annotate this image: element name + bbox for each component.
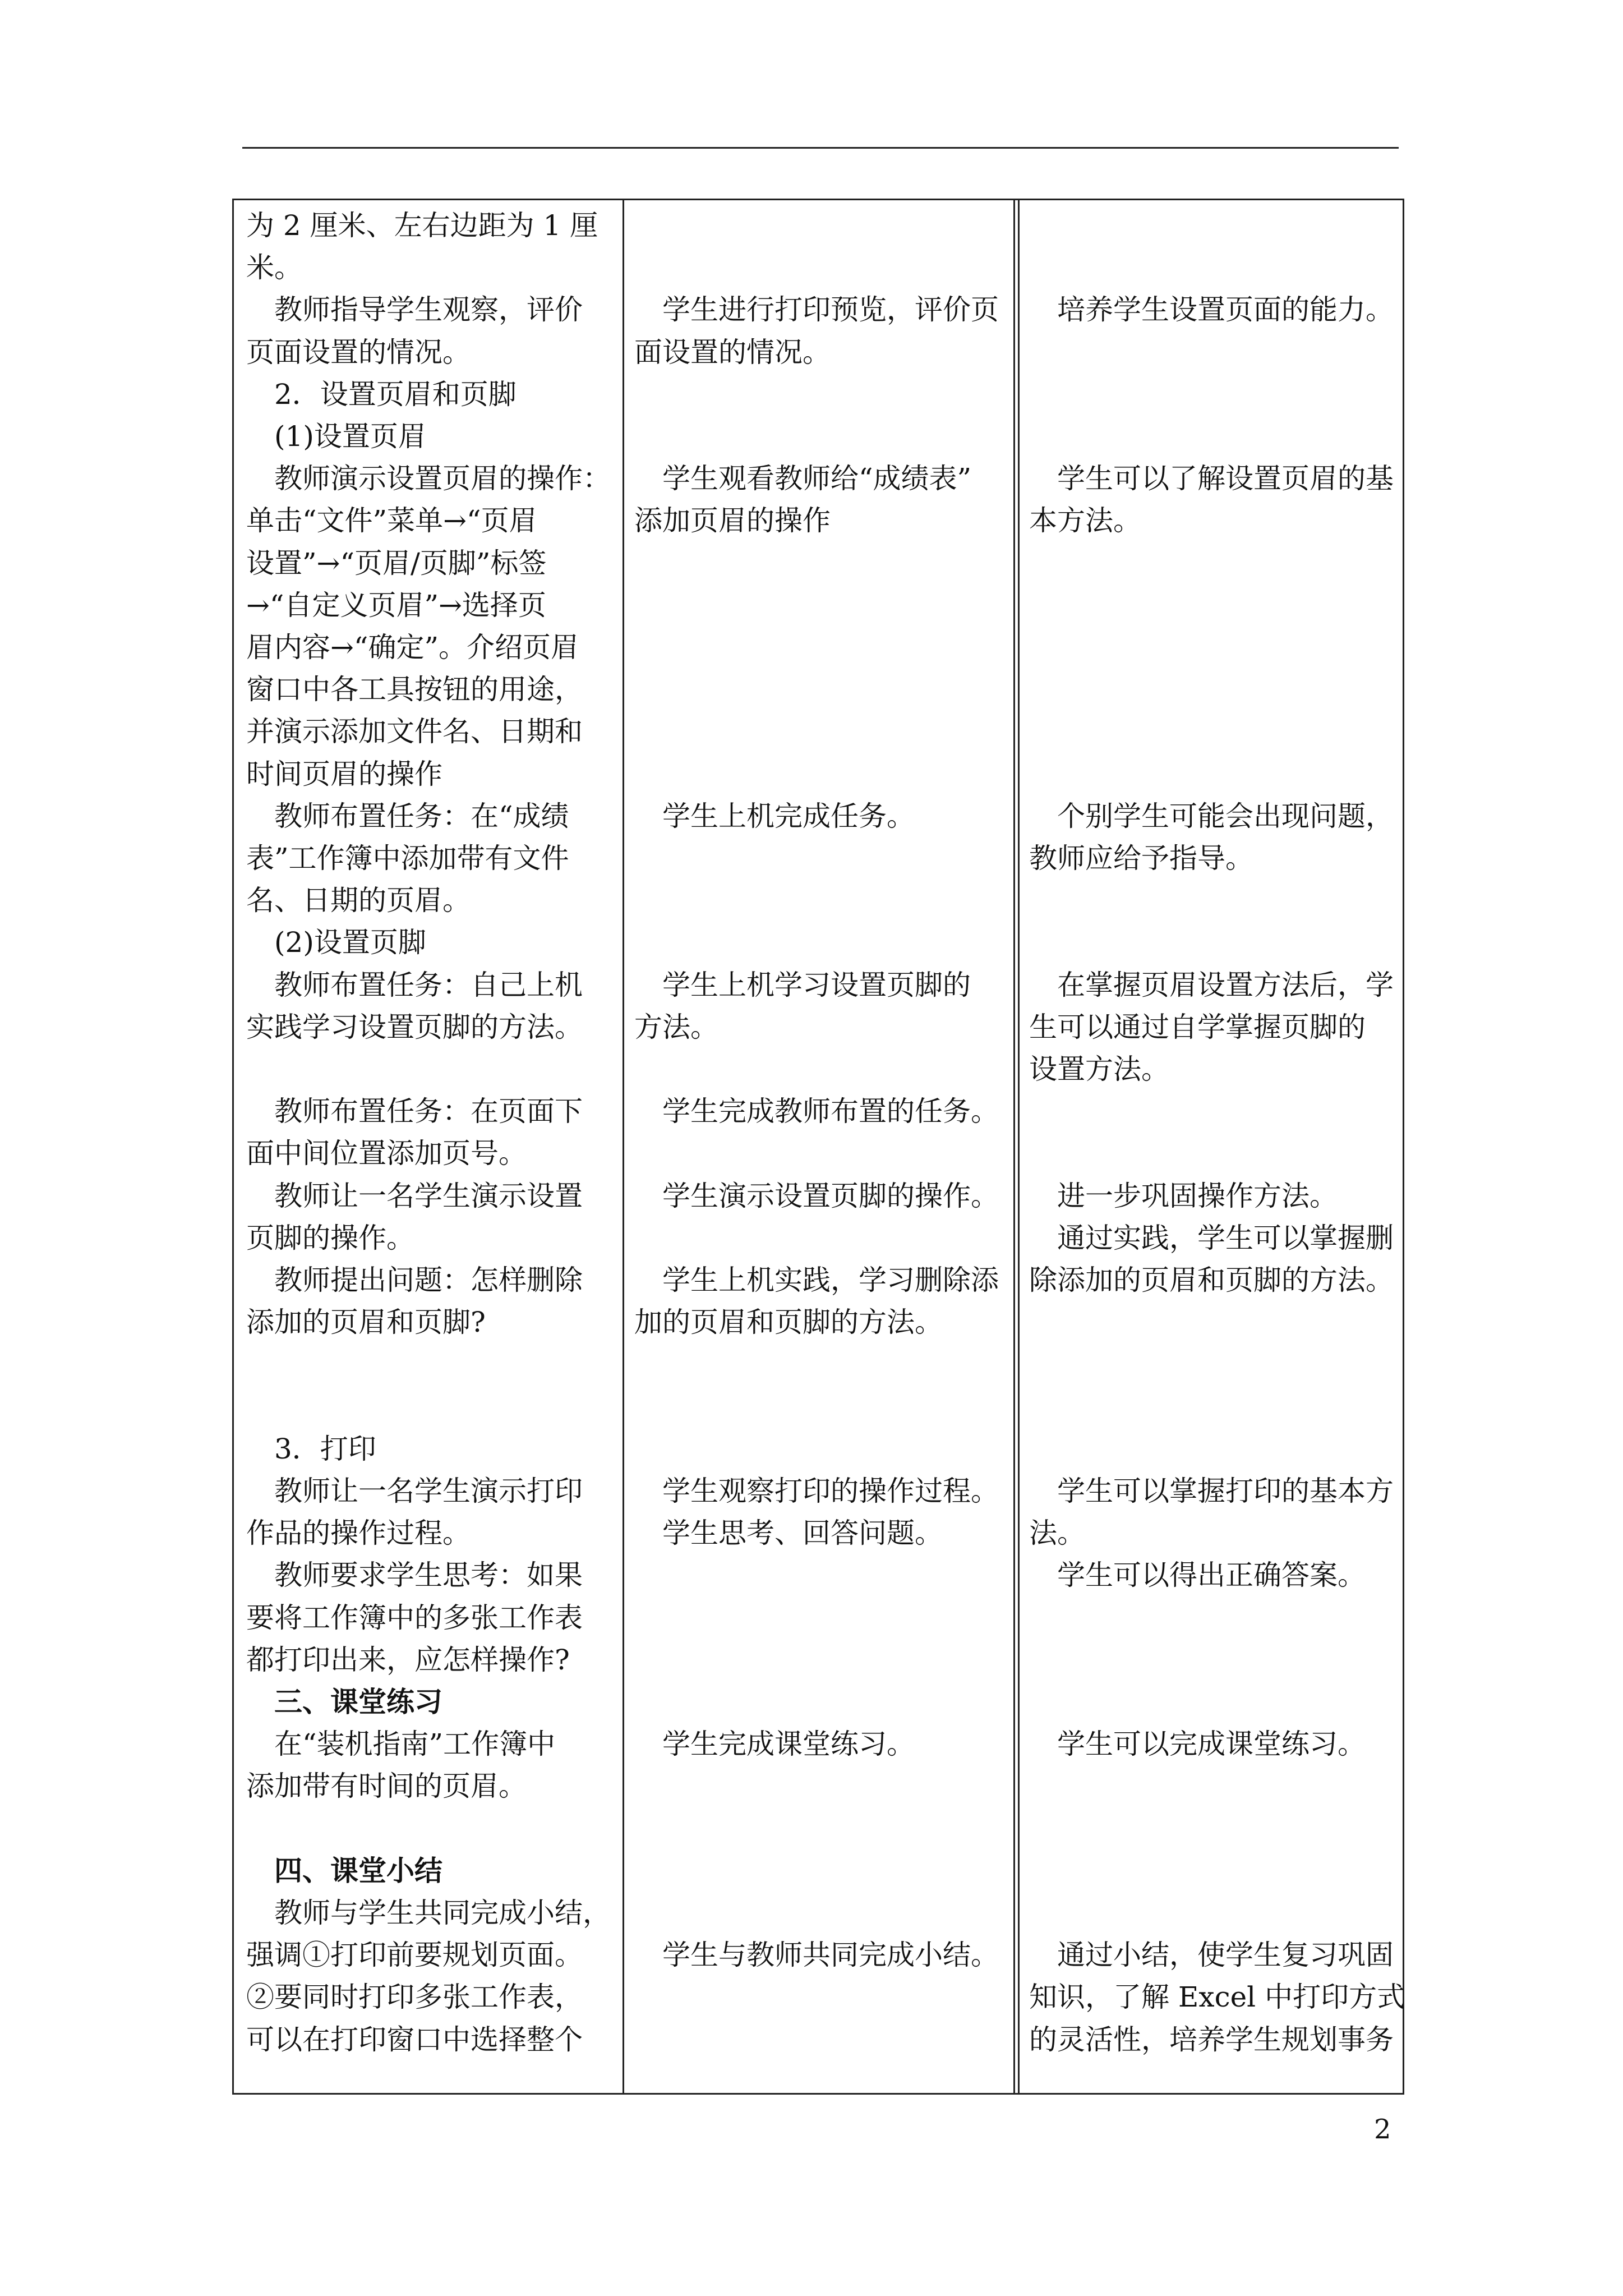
teacher-activity-line: 为 2 厘米、左右边距为 1 厘 [246,209,598,242]
teacher-activity-line: 教师布置任务：在页面下 [274,1095,583,1128]
column-divider-2-double [1018,200,1020,2093]
student-activity-line: 学生进行打印预览，评价页 [662,293,999,326]
student-activity-line: 学生上机实践，学习删除添 [662,1264,999,1296]
student-activity-line: 学生完成教师布置的任务。 [662,1095,999,1128]
teacher-activity-line: 都打印出来，应怎样操作? [246,1643,570,1676]
teacher-activity-line: 单击“文件”菜单→“页眉 [246,504,537,537]
student-activity-line: 学生上机学习设置页脚的 [662,968,971,1001]
section-heading: 三、课堂练习 [274,1685,442,1718]
design-intent-line: 通过小结，使学生复习巩固 [1057,1939,1394,1972]
design-intent-line: 培养学生设置页面的能力。 [1057,293,1394,326]
teacher-activity-line: 眉内容→“确定”。介绍页眉 [246,631,579,664]
design-intent-line: 生可以通过自学掌握页脚的 [1029,1010,1366,1043]
design-intent-line: 通过实践，学生可以掌握删 [1057,1221,1394,1254]
teacher-activity-line: 教师让一名学生演示设置 [274,1179,583,1212]
teacher-activity-line: 要将工作簿中的多张工作表 [246,1601,583,1634]
design-intent-line: 教师应给予指导。 [1029,842,1253,875]
teacher-activity-line: 米。 [246,251,302,284]
teacher-activity-line: (2)设置页脚 [274,926,426,959]
student-activity-line: 学生观看教师给“成绩表” [662,462,972,495]
teacher-activity-line: 页面设置的情况。 [246,335,471,369]
teacher-activity-line: 强调①打印前要规划页面。 [246,1939,583,1972]
teacher-activity-line: 教师让一名学生演示打印 [274,1475,583,1507]
lesson-table [232,199,1404,2095]
teacher-activity-line: 实践学习设置页脚的方法。 [246,1010,583,1043]
teacher-activity-line: 教师布置任务：自己上机 [274,968,583,1001]
teacher-activity-line: 2．设置页眉和页脚 [274,378,517,411]
design-intent-line: 的灵活性，培养学生规划事务 [1029,2023,1394,2056]
teacher-activity-line: 表”工作簿中添加带有文件 [246,842,569,875]
student-activity-line: 学生上机完成任务。 [662,799,915,832]
teacher-activity-line: 时间页眉的操作 [246,757,442,790]
design-intent-line: 学生可以得出正确答案。 [1057,1559,1366,1592]
section-heading: 四、课堂小结 [274,1853,442,1887]
teacher-activity-line: →“自定义页眉”→选择页 [246,588,546,622]
header-rule [242,147,1399,149]
teacher-activity-line: 可以在打印窗口中选择整个 [246,2023,583,2056]
teacher-activity-line: 作品的操作过程。 [246,1517,471,1550]
teacher-activity-line: (1)设置页眉 [274,420,426,453]
column-divider-2 [1013,200,1015,2093]
student-activity-line: 面设置的情况。 [634,335,831,369]
teacher-activity-line: 设置”→“页眉/页脚”标签 [246,546,547,579]
design-intent-line: 法。 [1029,1517,1085,1550]
design-intent-line: 个别学生可能会出现问题， [1057,799,1394,832]
teacher-activity-line: 名、日期的页眉。 [246,884,471,917]
teacher-activity-line: ②要同时打印多张工作表， [246,1981,583,2014]
column-divider-1 [623,200,624,2093]
student-activity-line: 加的页眉和页脚的方法。 [634,1306,943,1339]
student-activity-line: 学生与教师共同完成小结。 [662,1939,999,1972]
design-intent-line: 本方法。 [1029,504,1141,537]
teacher-activity-line: 窗口中各工具按钮的用途， [246,673,583,706]
design-intent-line: 学生可以完成课堂练习。 [1057,1728,1366,1761]
design-intent-line: 在掌握页眉设置方法后，学 [1057,968,1394,1001]
student-activity-line: 学生完成课堂练习。 [662,1728,915,1761]
student-activity-line: 添加页眉的操作 [634,504,831,537]
design-intent-line: 设置方法。 [1029,1053,1169,1085]
design-intent-line: 学生可以掌握打印的基本方 [1057,1475,1394,1507]
page-number: 2 [1374,2114,1391,2145]
teacher-activity-line: 教师指导学生观察，评价 [274,293,583,326]
teacher-activity-line: 教师要求学生思考：如果 [274,1559,583,1592]
teacher-activity-line: 并演示添加文件名、日期和 [246,715,583,748]
teacher-activity-line: 在“装机指南”工作簿中 [274,1728,556,1761]
teacher-activity-line: 教师演示设置页眉的操作： [274,462,611,495]
student-activity-line: 学生思考、回答问题。 [662,1517,943,1550]
teacher-activity-line: 添加带有时间的页眉。 [246,1770,527,1803]
student-activity-line: 方法。 [634,1010,718,1043]
teacher-activity-line: 教师布置任务：在“成绩 [274,799,569,832]
teacher-activity-line: 面中间位置添加页号。 [246,1137,527,1170]
design-intent-line: 学生可以了解设置页眉的基 [1057,462,1394,495]
teacher-activity-line: 页脚的操作。 [246,1221,414,1254]
teacher-activity-line: 教师与学生共同完成小结， [274,1897,611,1929]
design-intent-line: 除添加的页眉和页脚的方法。 [1029,1264,1394,1296]
student-activity-line: 学生演示设置页脚的操作。 [662,1179,999,1212]
teacher-activity-line: 教师提出问题：怎样删除 [274,1264,583,1296]
design-intent-line: 进一步巩固操作方法。 [1057,1179,1338,1212]
teacher-activity-line: 3．打印 [274,1432,376,1465]
teacher-activity-line: 添加的页眉和页脚? [246,1306,486,1339]
design-intent-line: 知识，了解 Excel 中打印方式 [1029,1981,1405,2014]
student-activity-line: 学生观察打印的操作过程。 [662,1475,999,1507]
